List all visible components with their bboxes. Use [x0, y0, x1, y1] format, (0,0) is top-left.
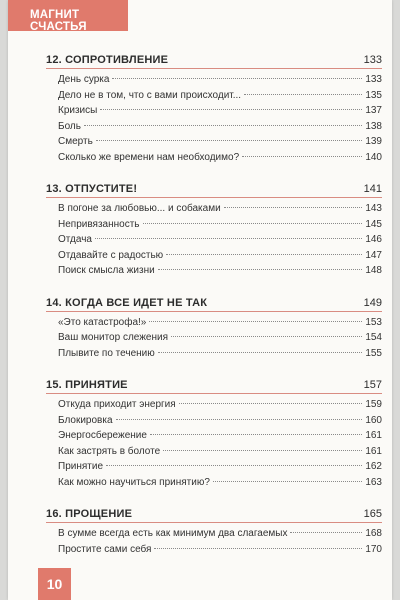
chapter-page: 157: [363, 379, 382, 391]
entry-page: 163: [365, 476, 382, 488]
toc-chapter: [46, 379, 382, 492]
entry-title: Поиск смысла жизни: [58, 265, 155, 276]
entry-page: 153: [365, 316, 382, 328]
entry-title: Отдавайте с радостью: [58, 249, 164, 261]
toc-chapter: [46, 297, 382, 364]
toc-entry: [58, 399, 382, 415]
toc-chapter: [46, 183, 382, 281]
chapter-title: 16. ПРОЩЕНИЕ: [46, 508, 133, 520]
toc-entry: [58, 90, 382, 106]
toc-entry: [58, 152, 382, 168]
dot-leader: [143, 223, 363, 224]
toc-entry: [58, 348, 382, 364]
entry-page: 161: [365, 430, 382, 441]
entry-title: Смерть: [58, 136, 93, 147]
toc-entry: [58, 528, 382, 544]
entry-page: 133: [365, 74, 382, 85]
entry-title: Как можно научиться принятию?: [58, 476, 210, 488]
entry-title: Энергосбережение: [58, 430, 147, 441]
entry-page: 168: [365, 528, 382, 539]
chapter-heading: [46, 508, 382, 523]
dot-leader: [96, 140, 363, 141]
chapter-title: 14. КОГДА ВСЕ ИДЕТ НЕ ТАК: [46, 296, 208, 309]
toc-entry: [58, 250, 382, 266]
toc-entry: [58, 74, 382, 90]
entry-page: 147: [365, 249, 382, 261]
chapter-heading: [46, 54, 382, 69]
entry-page: 155: [365, 347, 382, 359]
dot-leader: [179, 403, 363, 404]
entry-title: Как застрять в болоте: [58, 445, 161, 457]
entry-page: 146: [365, 234, 382, 245]
toc-chapter: [46, 508, 382, 559]
toc-entry: [58, 203, 382, 219]
dot-leader: [112, 78, 362, 79]
chapter-title: 15. ПРИНЯТИЕ: [46, 379, 128, 391]
dot-leader: [290, 532, 362, 533]
dot-leader: [84, 125, 362, 126]
entry-page: 170: [365, 543, 382, 555]
toc-entry: [58, 105, 382, 121]
entry-page: 140: [365, 151, 382, 163]
chapter-page: 165: [363, 508, 382, 520]
entry-title: Простите сами себя: [58, 543, 152, 555]
entry-title: Сколько же времени нам необходимо?: [58, 151, 240, 163]
entry-title: Ваш монитор слежения: [58, 332, 169, 343]
entry-title: День сурка: [58, 74, 110, 85]
running-header: [8, 0, 128, 31]
toc-entry: [58, 544, 382, 560]
entry-title: Блокировка: [58, 414, 113, 426]
entry-page: 139: [365, 136, 382, 147]
toc-entry: [58, 477, 382, 493]
chapter-title: 13. ОТПУСТИТЕ!: [46, 183, 138, 195]
dot-leader: [158, 352, 363, 353]
page-number-box: [38, 568, 71, 600]
toc-entry: [58, 332, 382, 348]
dot-leader: [154, 548, 362, 549]
dot-leader: [213, 481, 362, 482]
entry-page: 137: [365, 105, 382, 116]
entry-page: 145: [365, 218, 382, 230]
entry-page: 162: [365, 461, 382, 472]
book-page: [8, 0, 392, 600]
entry-page: 159: [365, 399, 382, 410]
chapter-heading: [46, 297, 382, 312]
toc-chapter: [46, 54, 382, 167]
entry-page: 135: [365, 89, 382, 101]
dot-leader: [171, 336, 362, 337]
dot-leader: [149, 321, 362, 322]
dot-leader: [244, 94, 362, 95]
entry-title: В сумме всегда есть как минимум два слагаемых: [58, 528, 288, 539]
chapter-title: 12. СОПРОТИВЛЕНИЕ: [46, 54, 169, 66]
dot-leader: [150, 434, 362, 435]
entry-page: 143: [365, 203, 382, 214]
dot-leader: [163, 450, 362, 451]
chapter-page: 141: [363, 183, 382, 195]
chapter-heading: [46, 183, 382, 198]
dot-leader: [106, 465, 362, 466]
chapter-heading: [46, 379, 382, 394]
entry-title: Боль: [58, 120, 81, 132]
toc-entry: [58, 430, 382, 446]
toc-entry: [58, 265, 382, 281]
entry-title: «Это катастрофа!»: [58, 316, 147, 328]
book-title: МАГНИТ СЧАСТЬЯ: [30, 9, 87, 33]
dot-leader: [158, 269, 363, 270]
dot-leader: [224, 207, 363, 208]
toc-entry: [58, 415, 382, 431]
entry-title: Плывите по течению: [58, 347, 155, 359]
dot-leader: [242, 156, 362, 157]
dot-leader: [166, 254, 362, 255]
entry-title: Отдача: [58, 234, 92, 245]
dot-leader: [100, 109, 362, 110]
toc-entry: [58, 461, 382, 477]
chapter-page: 149: [363, 296, 382, 309]
entry-page: 160: [365, 414, 382, 426]
page-number: 10: [46, 576, 63, 592]
entry-page: 138: [365, 120, 382, 132]
dot-leader: [95, 238, 362, 239]
toc-entry: [58, 446, 382, 462]
entry-page: 161: [365, 445, 382, 457]
chapter-page: 133: [363, 54, 382, 66]
toc-entry: [58, 136, 382, 152]
toc-entry: [58, 234, 382, 250]
toc-entry: [58, 219, 382, 235]
entry-title: Дело не в том, что с вами происходит...: [58, 89, 242, 101]
toc-entry: [58, 317, 382, 333]
entry-title: Откуда приходит энергия: [58, 399, 176, 410]
entry-page: 148: [365, 265, 382, 276]
entry-title: Принятие: [58, 461, 103, 472]
table-of-contents: [46, 54, 382, 575]
dot-leader: [116, 419, 363, 420]
entry-title: В погоне за любовью... и собаками: [58, 203, 221, 214]
toc-entry: [58, 121, 382, 137]
entry-title: Кризисы: [58, 105, 98, 116]
entry-title: Непривязанность: [58, 218, 140, 230]
entry-page: 154: [365, 332, 382, 343]
